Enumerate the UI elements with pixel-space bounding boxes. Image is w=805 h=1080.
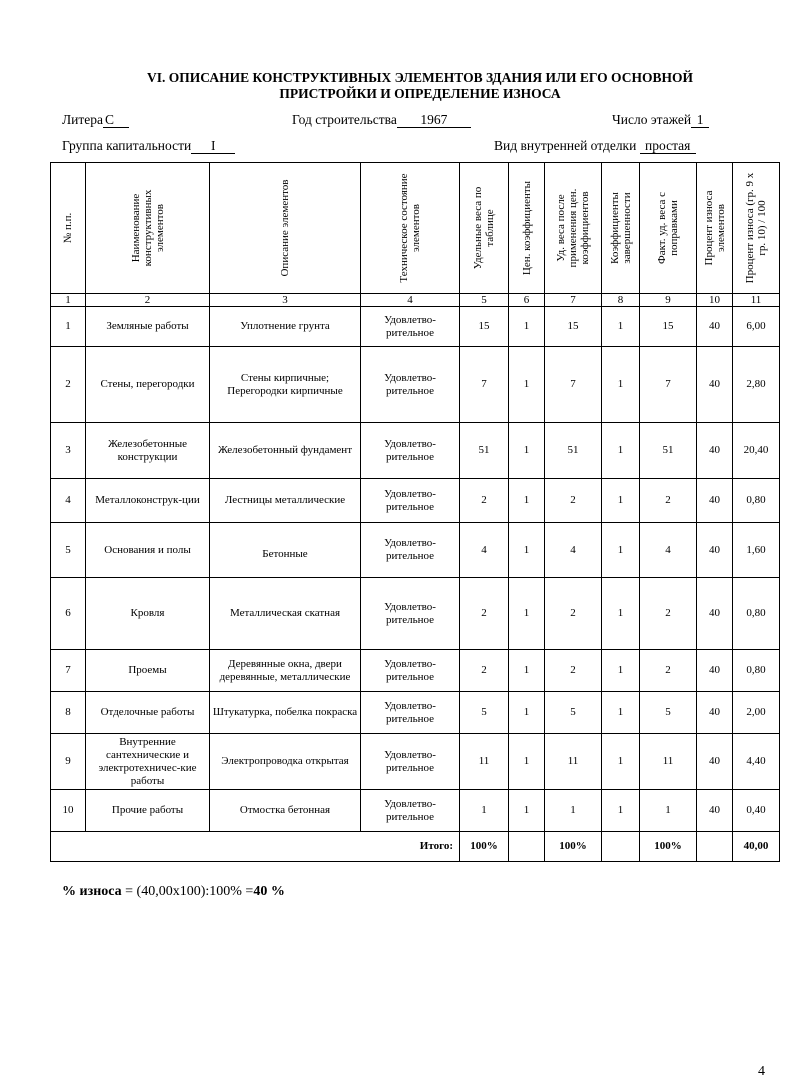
total-table-weight: 100% (460, 832, 509, 862)
completion-coefficient: 1 (602, 307, 640, 347)
table-header-row (51, 163, 780, 294)
year-label: Год строительства (292, 112, 397, 127)
adjusted-weight: 4 (545, 523, 602, 578)
element-name: Прочие работы (86, 790, 210, 832)
floors-value: 1 (691, 113, 709, 128)
element-description: Отмостка бетонная (210, 790, 361, 832)
table-weight: 11 (460, 734, 509, 790)
element-wear-percent: 40 (697, 423, 733, 479)
actual-weight: 51 (640, 423, 697, 479)
group-field (62, 138, 235, 154)
element-description: Металлическая скатная (210, 578, 361, 650)
col-number: 7 (545, 294, 602, 307)
group-label: Группа капитальности (62, 138, 192, 153)
wear-percent: 6,00 (733, 307, 780, 347)
element-wear-percent: 40 (697, 307, 733, 347)
total-actual-weight: 100% (640, 832, 697, 862)
actual-weight: 2 (640, 578, 697, 650)
price-coefficient: 1 (509, 307, 545, 347)
adjusted-weight: 2 (545, 479, 602, 523)
wear-percent: 4,40 (733, 734, 780, 790)
completion-coefficient: 1 (602, 423, 640, 479)
table-row (51, 423, 780, 479)
row-number: 7 (51, 650, 86, 692)
col-number: 3 (210, 294, 361, 307)
wear-percent: 0,80 (733, 479, 780, 523)
table-row (51, 523, 780, 578)
row-number: 6 (51, 578, 86, 650)
completion-coefficient: 1 (602, 523, 640, 578)
technical-state: Удовлетво-рительное (361, 578, 460, 650)
formula-expression: = (40,00х100):100% = (121, 884, 254, 899)
row-number: 1 (51, 307, 86, 347)
element-name: Стены, перегородки (86, 347, 210, 423)
actual-weight: 7 (640, 347, 697, 423)
element-description: Электропроводка открытая (210, 734, 361, 790)
col-number: 1 (51, 294, 86, 307)
table-weight: 51 (460, 423, 509, 479)
wear-percent: 2,80 (733, 347, 780, 423)
finish-value: простая (640, 139, 696, 154)
technical-state: Удовлетво-рительное (361, 692, 460, 734)
actual-weight: 5 (640, 692, 697, 734)
price-coefficient: 1 (509, 578, 545, 650)
wear-percent: 0,80 (733, 578, 780, 650)
col-number: 5 (460, 294, 509, 307)
row-number: 9 (51, 734, 86, 790)
actual-weight: 11 (640, 734, 697, 790)
technical-state: Удовлетво-рительное (361, 479, 460, 523)
table-row (51, 790, 780, 832)
document-title (90, 70, 750, 102)
col-number: 11 (733, 294, 780, 307)
floors-field (612, 112, 709, 128)
adjusted-weight: 5 (545, 692, 602, 734)
litera-field (62, 112, 129, 128)
completion-coefficient: 1 (602, 790, 640, 832)
actual-weight: 2 (640, 650, 697, 692)
element-description: Штукатурка, побелка покраска (210, 692, 361, 734)
table-row (51, 578, 780, 650)
row-number: 4 (51, 479, 86, 523)
price-coefficient: 1 (509, 692, 545, 734)
col-header-3: Описание элементов (210, 163, 361, 294)
row-number: 10 (51, 790, 86, 832)
wear-percent: 1,60 (733, 523, 780, 578)
price-coefficient: 1 (509, 347, 545, 423)
table-weight: 1 (460, 790, 509, 832)
technical-state: Удовлетво-рительное (361, 307, 460, 347)
technical-state: Удовлетво-рительное (361, 523, 460, 578)
actual-weight: 15 (640, 307, 697, 347)
element-name: Земляные работы (86, 307, 210, 347)
actual-weight: 2 (640, 479, 697, 523)
table-weight: 4 (460, 523, 509, 578)
element-wear-percent: 40 (697, 479, 733, 523)
col-header-7: Уд. веса после применения цен. коэффициентов (545, 163, 602, 294)
element-description: Лестницы металлические (210, 479, 361, 523)
adjusted-weight: 11 (545, 734, 602, 790)
page-number: 4 (758, 1064, 765, 1079)
completion-coefficient: 1 (602, 734, 640, 790)
year-value: 1967 (397, 113, 471, 128)
total-wear-percent: 40,00 (733, 832, 780, 862)
formula-label: % износа (62, 884, 122, 899)
total-empty (697, 832, 733, 862)
technical-state: Удовлетво-рительное (361, 423, 460, 479)
finish-field (494, 138, 696, 154)
group-value: I (191, 139, 235, 154)
row-number: 2 (51, 347, 86, 423)
price-coefficient: 1 (509, 423, 545, 479)
wear-percent: 0,40 (733, 790, 780, 832)
floors-label: Число этажей (612, 112, 692, 127)
col-number: 2 (86, 294, 210, 307)
adjusted-weight: 1 (545, 790, 602, 832)
element-description: Бетонные (210, 523, 361, 578)
col-number: 10 (697, 294, 733, 307)
completion-coefficient: 1 (602, 650, 640, 692)
element-name: Кровля (86, 578, 210, 650)
completion-coefficient: 1 (602, 479, 640, 523)
element-name: Внутренние сантехнические и электротехничес-кие работы (86, 734, 210, 790)
col-header-4: Техническое состояние элементов (361, 163, 460, 294)
technical-state: Удовлетво-рительное (361, 734, 460, 790)
col-header-10: Процент износа элементов (697, 163, 733, 294)
table-row (51, 307, 780, 347)
adjusted-weight: 7 (545, 347, 602, 423)
col-header-11: Процент износа (гр. 9 х гр. 10) / 100 (733, 163, 780, 294)
total-empty (602, 832, 640, 862)
element-description: Деревянные окна, двери деревянные, металлические (210, 650, 361, 692)
price-coefficient: 1 (509, 734, 545, 790)
element-description: Железобетонный фундамент (210, 423, 361, 479)
col-header-1: № п.п. (51, 163, 86, 294)
element-name: Металлоконструк-ции (86, 479, 210, 523)
wear-table (50, 162, 780, 862)
total-adjusted-weight: 100% (545, 832, 602, 862)
element-name: Основания и полы (86, 523, 210, 578)
adjusted-weight: 51 (545, 423, 602, 479)
total-row (51, 832, 780, 862)
row-number: 8 (51, 692, 86, 734)
table-weight: 5 (460, 692, 509, 734)
total-label: Итого: (51, 832, 460, 862)
col-header-9: Факт. уд. веса с поправками (640, 163, 697, 294)
price-coefficient: 1 (509, 523, 545, 578)
element-name: Железобетонные конструкции (86, 423, 210, 479)
completion-coefficient: 1 (602, 692, 640, 734)
table-row (51, 479, 780, 523)
adjusted-weight: 2 (545, 578, 602, 650)
element-wear-percent: 40 (697, 578, 733, 650)
table-weight: 2 (460, 650, 509, 692)
adjusted-weight: 15 (545, 307, 602, 347)
column-number-row (51, 294, 780, 307)
actual-weight: 4 (640, 523, 697, 578)
table-weight: 7 (460, 347, 509, 423)
table-weight: 15 (460, 307, 509, 347)
element-wear-percent: 40 (697, 790, 733, 832)
actual-weight: 1 (640, 790, 697, 832)
completion-coefficient: 1 (602, 578, 640, 650)
element-wear-percent: 40 (697, 523, 733, 578)
litera-label: Литера (62, 112, 104, 127)
completion-coefficient: 1 (602, 347, 640, 423)
row-number: 5 (51, 523, 86, 578)
col-number: 4 (361, 294, 460, 307)
table-row (51, 650, 780, 692)
wear-percent: 20,40 (733, 423, 780, 479)
formula-result: 40 % (253, 884, 285, 899)
table-weight: 2 (460, 578, 509, 650)
element-wear-percent: 40 (697, 347, 733, 423)
element-name: Отделочные работы (86, 692, 210, 734)
technical-state: Удовлетво-рительное (361, 650, 460, 692)
element-description: Уплотнение грунта (210, 307, 361, 347)
col-header-6: Цен. коэффициенты (509, 163, 545, 294)
col-number: 6 (509, 294, 545, 307)
element-wear-percent: 40 (697, 734, 733, 790)
technical-state: Удовлетво-рительное (361, 790, 460, 832)
col-number: 8 (602, 294, 640, 307)
table-row (51, 734, 780, 790)
table-row (51, 347, 780, 423)
wear-formula (62, 884, 285, 900)
table-weight: 2 (460, 479, 509, 523)
element-name: Проемы (86, 650, 210, 692)
wear-percent: 0,80 (733, 650, 780, 692)
title-line-1: VI. ОПИСАНИЕ КОНСТРУКТИВНЫХ ЭЛЕМЕНТОВ ЗДАНИЯ ИЛИ ЕГО ОСНОВНОЙ (147, 70, 693, 85)
price-coefficient: 1 (509, 790, 545, 832)
total-empty (509, 832, 545, 862)
title-line-2: ПРИСТРОЙКИ И ОПРЕДЕЛЕНИЕ ИЗНОСА (279, 86, 561, 101)
row-number: 3 (51, 423, 86, 479)
table-row (51, 692, 780, 734)
price-coefficient: 1 (509, 650, 545, 692)
litera-value: С (103, 113, 129, 128)
wear-percent: 2,00 (733, 692, 780, 734)
element-wear-percent: 40 (697, 650, 733, 692)
year-field (292, 112, 471, 128)
col-header-2: Наименование конструктивных элементов (86, 163, 210, 294)
technical-state: Удовлетво-рительное (361, 347, 460, 423)
finish-label: Вид внутренней отделки (494, 138, 637, 153)
element-description: Стены кирпичные; Перегородки кирпичные (210, 347, 361, 423)
price-coefficient: 1 (509, 479, 545, 523)
element-wear-percent: 40 (697, 692, 733, 734)
adjusted-weight: 2 (545, 650, 602, 692)
col-number: 9 (640, 294, 697, 307)
col-header-5: Удельные веса по таблице (460, 163, 509, 294)
col-header-8: Коэффициенты завершенности (602, 163, 640, 294)
